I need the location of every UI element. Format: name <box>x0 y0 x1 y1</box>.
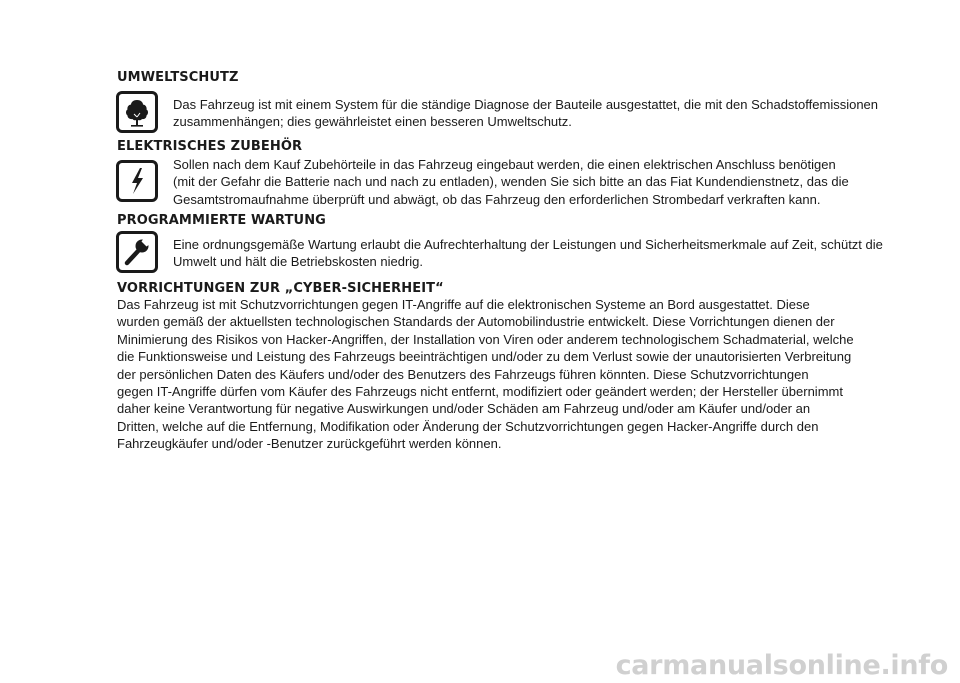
section-text-cyber-sicherheit: Das Fahrzeug ist mit Schutzvorrichtungen gegen IT-Angriffe auf die elektronischen Systeme an Bord ausgestattet. Diese wurden gemäß der aktuellsten technologischen Standards der Automobilindustrie entwickelt. Diese Vorrichtungen dienen der Minimierung des Risikos von Hacker-Angriffen, der Installation von Viren oder anderem technologischem Schadmaterial, welche die Funktionsweise und Leistung des Fahrzeugs beeinträchtigen und/oder zu dem Verlust sowie der unautorisierten Verbreitung der persönlichen Daten des Käufers und/oder des Benutzers des Fahrzeugs führen könnten. Diese Schutzvorrichtungen gegen IT-Angriffe dürfen vom Käufer des Fahrzeugs nicht entfernt, modifiziert oder geändert werden; der Hersteller übernimmt daher keine Verantwortung für negative Auswirkungen und/oder Schäden am Fahrzeug und/oder am Käufer und/oder an Dritten, welche auf die Entfernung, Modifikation oder Änderung der Schutzvorrichtungen gegen Hacker-Angriffe durch den Fahrzeugkäufer und/oder -Benutzer zurückgeführt werden können. <box>117 297 854 452</box>
section-text-programmierte-wartung: Eine ordnungsgemäße Wartung erlaubt die Aufrechterhaltung der Leistungen und Sicherheitsmerkmale auf Zeit, schützt die Umwelt und hält die Betriebskosten niedrig. <box>173 237 883 270</box>
section-text-umweltschutz: Das Fahrzeug ist mit einem System für die ständige Diagnose der Bauteile ausgestattet, die mit den Schadstoffemissionen zusammenhängen; dies gewährleistet einen besseren Umweltschutz. <box>173 97 879 130</box>
lightning-bolt-icon <box>116 160 158 202</box>
section-heading-programmierte-wartung: PROGRAMMIERTE WARTUNG <box>117 213 326 228</box>
section-heading-umweltschutz: UMWELTSCHUTZ <box>117 70 239 85</box>
wrench-icon <box>116 231 158 273</box>
section-heading-elektrisches-zubehoer: ELEKTRISCHES ZUBEHÖR <box>117 139 303 154</box>
section-text-elektrisches-zubehoer: Sollen nach dem Kauf Zubehörteile in das Fahrzeug eingebaut werden, die einen elektrischen Anschluss benötigen (mit der Gefahr die Batterie nach und nach zu entladen), wenden Sie sich bitte an das Fiat Kundendienstnetz, das die Gesamtstromaufnahme überprüft und abwägt, ob das Fahrzeug den erforderlichen Strombedarf verkraften kann. <box>173 157 849 207</box>
tree-icon <box>116 91 158 133</box>
section-heading-cyber-sicherheit: VORRICHTUNGEN ZUR „CYBER-SICHERHEIT“ <box>117 281 444 296</box>
watermark-text: carmanualsonline.info <box>615 650 948 681</box>
